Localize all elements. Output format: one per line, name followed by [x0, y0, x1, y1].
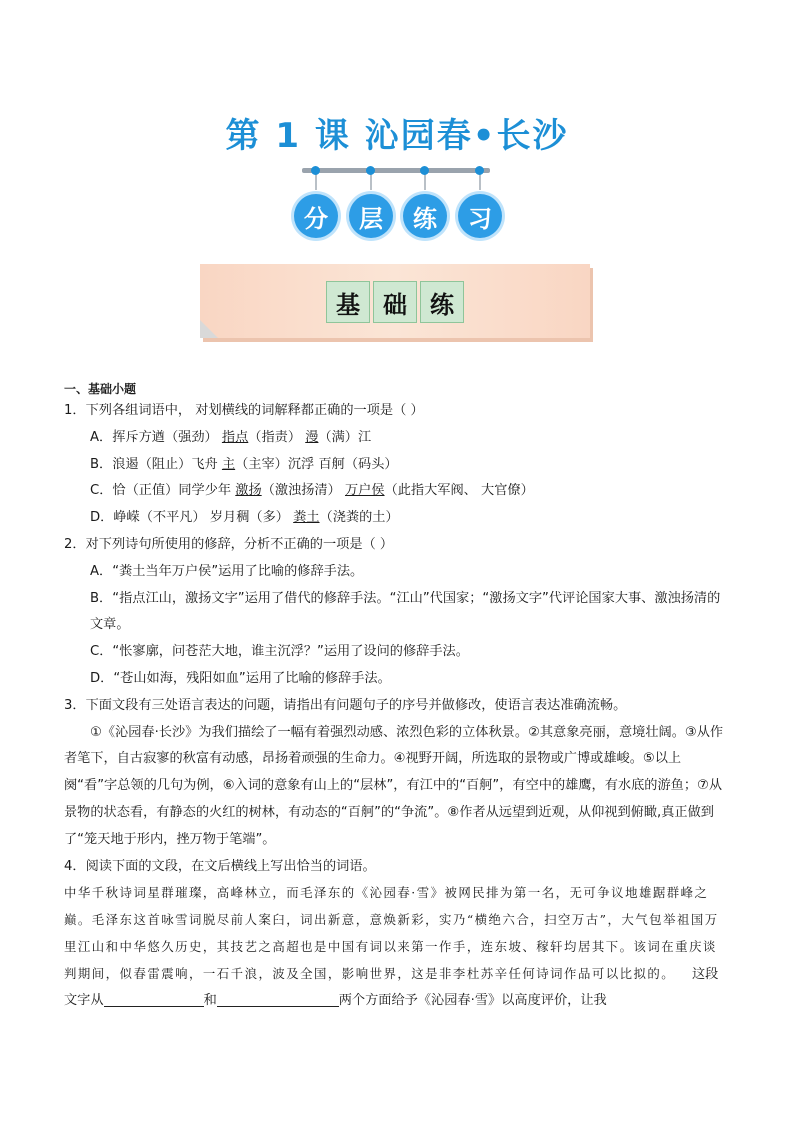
banner-char-ji: 基	[326, 281, 370, 323]
rail-dot	[475, 166, 484, 175]
q1-option-b: B．浪遏（阻止）飞舟 主（主宰）沉浮 百舸（码头）	[90, 456, 398, 472]
badge-lian: 练	[403, 194, 447, 238]
q1-option-c: C．恰（正值）同学少年 激扬（激浊扬清） 万户侯（此指大军阀、 大官僚）	[90, 483, 534, 499]
rail-dot	[420, 166, 429, 175]
answer-blank-2[interactable]	[217, 990, 339, 1007]
q1-option-d: D．峥嵘（不平凡） 岁月稠（多） 粪土（浇粪的土）	[90, 510, 399, 526]
q1-option-a: A．挥斥方遒（强劲） 指点（指责） 漫（满）江	[90, 429, 372, 445]
badge-rail	[302, 168, 490, 173]
question-1-stem: 1．下列各组词语中， 对划横线的词解释都正确的一项是（ ）	[64, 403, 424, 418]
banner-char-chu: 础	[373, 281, 417, 323]
answer-blank-1[interactable]	[104, 990, 204, 1007]
q2-option-a: A．“粪土当年万户侯”运用了比喻的修辞手法。	[90, 563, 364, 579]
rail-dot	[366, 166, 375, 175]
q2-option-c: C．“怅寥廓，问苍茫大地，谁主沉浮？”运用了设问的修辞手法。	[90, 644, 469, 660]
badge-ceng: 层	[349, 194, 393, 238]
q3-passage: ①《沁园春·长沙》为我们描绘了一幅有着强烈动感、浓烈色彩的立体秋景。②其意象亮丽，意境壮阔。③从作者笔下，自古寂寥的秋富有动感，昂扬着顽强的生命力。④视野开阔，所选取的景物或广博或雄峻。⑤以上阕“看”字总领的几句为例，⑥入词的意象有山上的“层林”，有江中的“百舸”，有空中的雄鹰，有水底的游鱼；⑦从景物的状态看，有静态的火红的树林，有动态的“百舸”的“争流”。⑧作者从远望到近观，从仰视到俯瞰,真正做到了“笼天地于形内，挫万物于笔端”。	[64, 724, 724, 847]
q2-option-b: B．“指点江山，激扬文字”运用了借代的修辞手法。“江山”代国家；“激扬文字”代评论国家大事、激浊扬清的文章。	[90, 590, 721, 633]
banner-char-lian: 练	[420, 281, 464, 323]
badge-fen: 分	[294, 194, 338, 238]
q4-passage: 中华千秋诗词星群璀璨，高峰林立，而毛泽东的《沁园春·雪》被网民排为第一名，无可争议地雄踞群峰之巅。毛泽东这首咏雪词脱尽前人案臼，词出新意，意焕新彩，实乃“横绝六合，扫空万古”，大气包举祖国万里江山和中华悠久历史，其技艺之高超也是中国有词以来第一作手，连东坡、稼轩均居其下。该词在重庆谈判期间，似春雷震响，一石千浪，波及全国，影响世界，这是非李杜苏辛任何诗词作品可以比拟的。 这段文字从 和 两个方面给予《沁园春·雪》以高度评价，让我	[64, 885, 719, 1009]
badge-xi: 习	[458, 194, 502, 238]
question-4-stem: 4．阅读下面的文段，在文后横线上写出恰当的词语。	[64, 858, 376, 874]
exercise-content	[64, 380, 730, 1014]
lesson-title: 第 1 课 沁园春•长沙	[225, 116, 569, 156]
question-2-stem: 2．对下列诗句所使用的修辞，分析不正确的一项是（ ）	[64, 536, 394, 552]
q2-option-d: D．“苍山如海，残阳如血”运用了比喻的修辞手法。	[90, 670, 391, 686]
question-3-stem: 3．下面文段有三处语言表达的问题，请指出有问题句子的序号并做修改，使语言表达准确流畅。	[64, 697, 627, 713]
section-heading: 一、基础小题	[64, 382, 137, 396]
banner-fold	[200, 320, 218, 338]
rail-dot	[311, 166, 320, 175]
